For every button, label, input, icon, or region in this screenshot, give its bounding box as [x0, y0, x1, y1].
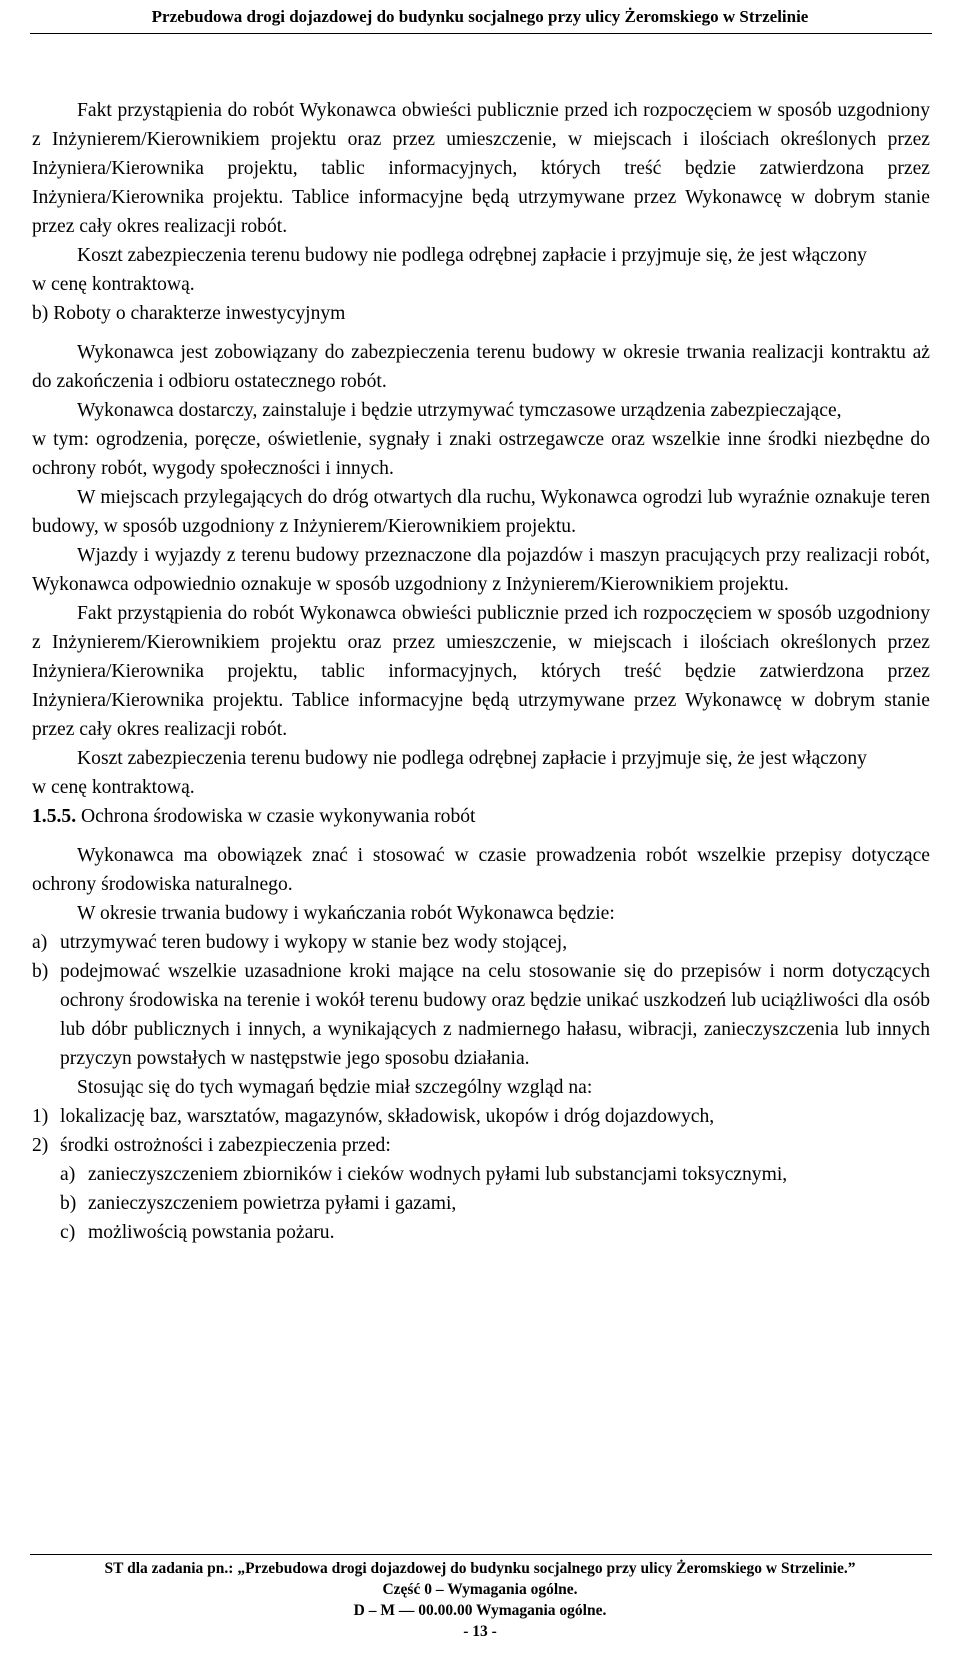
- list-item: [32, 957, 930, 1073]
- paragraph-fencing: W miejscach przylegających do dróg otwartych dla ruchu, Wykonawca ogrodzi lub wyraźnie oznakuje teren budowy, w sposób uzgodniony z Inżynierem/Kierownikiem projektu.: [32, 487, 930, 537]
- list-item-text: zanieczyszczeniem zbiorników i cieków wodnych pyłami lub substancjami toksycznymi,: [88, 1164, 788, 1185]
- list-item: [32, 1131, 930, 1160]
- paragraph-entrances: Wjazdy i wyjazdy z terenu budowy przeznaczone dla pojazdów i maszyn pracujących przy realizacji robót, Wykonawca odpowiednio oznakuje w sposób uzgodniony z Inżynierem/Kierownikiem projektu.: [32, 545, 930, 595]
- paragraph-devices-cont: w tym: ogrodzenia, poręcze, oświetlenie, sygnały i znaki ostrzegawcze oraz wszelkie inne środki niezbędne do ochrony robót, wygody społeczności i innych.: [32, 429, 930, 479]
- list-marker: a): [60, 1164, 76, 1185]
- section-title: Ochrona środowiska w czasie wykonywania robót: [81, 806, 476, 827]
- paragraph-announcement: Fakt przystąpienia do robót Wykonawca obwieści publicznie przed ich rozpoczęciem w sposób uzgodniony z Inżynierem/Kierownikiem projektu oraz przez umieszczenie, w miejscach i ilościach określonych przez Inżyniera/Kierownika projektu, tablic informacyjnych, których treść będzie zatwierdzona przez Inżyniera/Kierownika projektu. Tablice informacyjne będą utrzymywane przez Wykonawcę w dobrym stanie przez cały okres realizacji robót.: [32, 100, 930, 237]
- list-item: [32, 1102, 930, 1131]
- sublist-precautions: [32, 1160, 930, 1247]
- page-number: - 13 -: [463, 1623, 497, 1640]
- footer-part: Część 0 – Wymagania ogólne.: [382, 1581, 578, 1598]
- list-item-text: lokalizację baz, warsztatów, magazynów, składowisk, ukopów i dróg dojazdowych,: [60, 1106, 715, 1127]
- paragraph-security-cost: Koszt zabezpieczenia terenu budowy nie podlega odrębnej zapłacie i przyjmuje się, że jest włączony: [77, 245, 867, 266]
- list-item-text: utrzymywać teren budowy i wykopy w stanie bez wody stojącej,: [60, 932, 568, 953]
- paragraph-devices: Wykonawca dostarczy, zainstaluje i będzie utrzymywać tymczasowe urządzenia zabezpieczające,: [77, 400, 842, 421]
- list-item-text: możliwością powstania pożaru.: [88, 1222, 335, 1243]
- paragraph-during-construction: W okresie trwania budowy i wykańczania robót Wykonawca będzie:: [77, 903, 615, 924]
- paragraph-security-cost-2: Koszt zabezpieczenia terenu budowy nie podlega odrębnej zapłacie i przyjmuje się, że jest włączony: [77, 748, 867, 769]
- list-item: [60, 1218, 930, 1247]
- list-marker: 2): [32, 1135, 49, 1156]
- list-item-text: środki ostrożności i zabezpieczenia przed:: [60, 1135, 391, 1156]
- list-contractor-duties: [32, 928, 930, 1073]
- section-number: 1.5.5.: [32, 806, 77, 827]
- document-body: [32, 96, 930, 1247]
- section-heading: [32, 802, 930, 831]
- paragraph-obligation: Wykonawca jest zobowiązany do zabezpieczenia terenu budowy w okresie trwania realizacji kontraktu aż do zakończenia i odbioru ostatecznego robót.: [32, 342, 930, 392]
- page-footer: [0, 1558, 960, 1642]
- list-special-regard: [32, 1102, 930, 1247]
- list-marker: 1): [32, 1106, 49, 1127]
- list-marker: b): [32, 961, 49, 982]
- list-item: [60, 1189, 930, 1218]
- list-marker: c): [60, 1222, 76, 1243]
- list-item-text: podejmować wszelkie uzasadnione kroki mające na celu stosowanie się do przepisów i norm dotyczących ochrony środowiska na terenie i wokół terenu budowy oraz będzie unikać uszkodzeń lub uciążliwości dla osób lub dóbr publicznych i innych, a wynikających z nadmiernego hałasu, wibracji, zanieczyszczenia lub innych przyczyn powstałych w następstwie jego sposobu działania.: [60, 961, 930, 1069]
- subsection-heading-b: b) Roboty o charakterze inwestycyjnym: [32, 303, 346, 324]
- paragraph-security-cost-cont: w cenę kontraktową.: [32, 274, 195, 295]
- footer-title: ST dla zadania pn.: „Przebudowa drogi dojazdowej do budynku socjalnego przy ulicy Żeromskiego w Strzelinie.”: [104, 1560, 856, 1577]
- paragraph-environment-duty: Wykonawca ma obowiązek znać i stosować w czasie prowadzenia robót wszelkie przepisy dotyczące ochrony środowiska naturalnego.: [32, 845, 930, 895]
- footer-code: D – M — 00.00.00 Wymagania ogólne.: [353, 1602, 607, 1619]
- list-marker: b): [60, 1193, 77, 1214]
- page-header: Przebudowa drogi dojazdowej do budynku socjalnego przy ulicy Żeromskiego w Strzelinie: [151, 7, 809, 26]
- paragraph-special-regard: Stosując się do tych wymagań będzie miał szczególny wzgląd na:: [77, 1077, 593, 1098]
- list-marker: a): [32, 932, 48, 953]
- paragraph-security-cost-2-cont: w cenę kontraktową.: [32, 777, 195, 798]
- list-item: [32, 928, 930, 957]
- header-divider: [30, 33, 932, 34]
- list-item-text: zanieczyszczeniem powietrza pyłami i gazami,: [88, 1193, 457, 1214]
- list-item: [60, 1160, 930, 1189]
- paragraph-announcement-2: Fakt przystąpienia do robót Wykonawca obwieści publicznie przed ich rozpoczęciem w sposób uzgodniony z Inżynierem/Kierownikiem projektu oraz przez umieszczenie, w miejscach i ilościach określonych przez Inżyniera/Kierownika projektu, tablic informacyjnych, których treść będzie zatwierdzona przez Inżyniera/Kierownika projektu. Tablice informacyjne będą utrzymywane przez Wykonawcę w dobrym stanie przez cały okres realizacji robót.: [32, 603, 930, 740]
- footer-divider: [30, 1554, 932, 1555]
